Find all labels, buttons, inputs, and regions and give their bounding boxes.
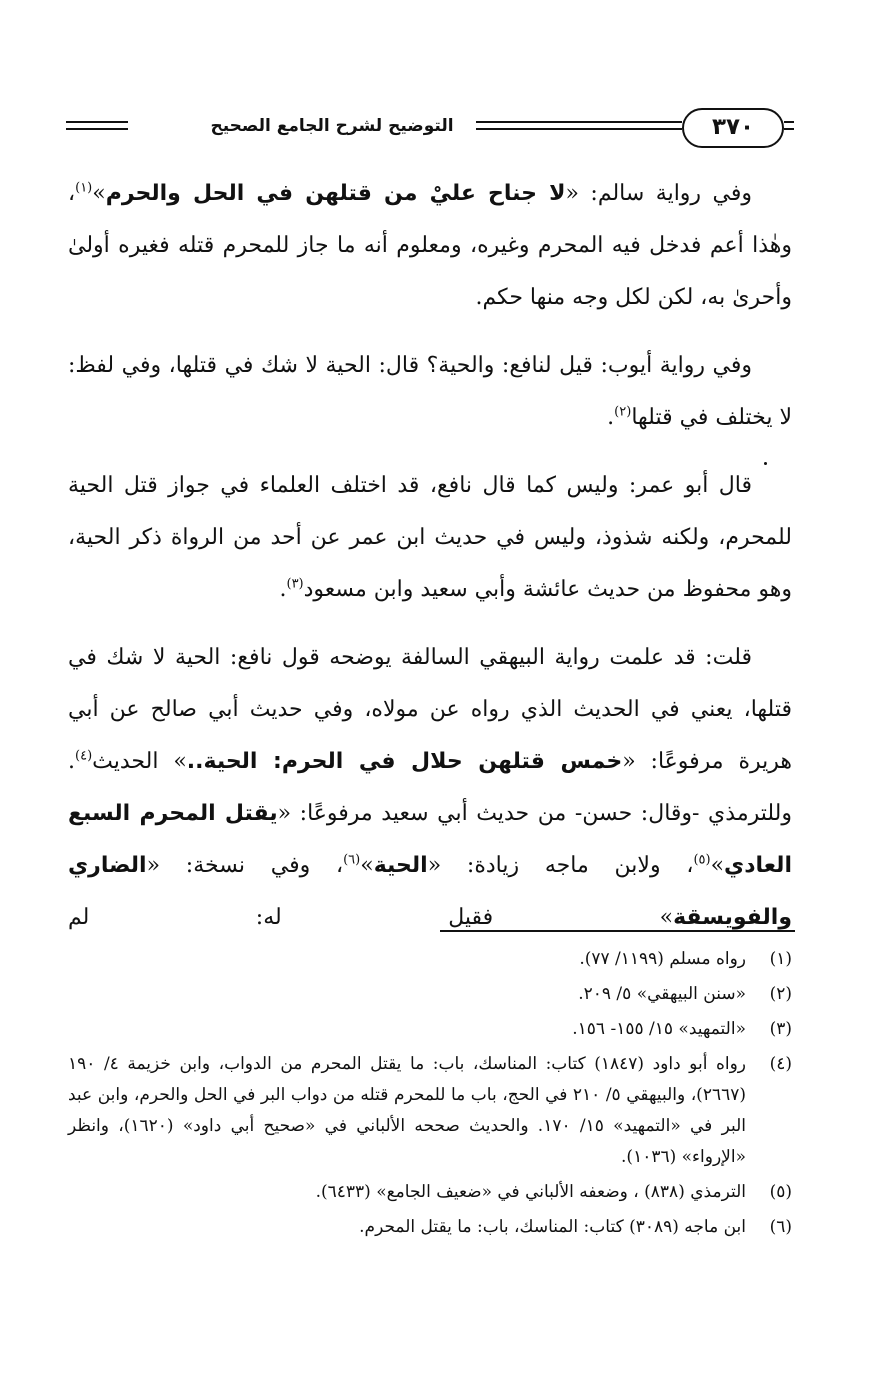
paragraph-4	[68, 632, 792, 944]
hadith-quote: الحية	[373, 853, 428, 878]
text-run: »	[710, 853, 725, 878]
header-rule-right-2	[784, 128, 794, 130]
text-run: .	[279, 577, 287, 602]
header-rule-middle-2	[476, 128, 682, 130]
paragraph-2	[68, 340, 792, 444]
footnote-text: الترمذي (٨٣٨) ، وضعفه الألباني في «ضعيف الجامع» (٦٤٣٣).	[315, 1182, 746, 1202]
footnote-6	[68, 1212, 792, 1243]
hadith-quote: لا جناح عليْ من قتلهن في الحل والحرم	[105, 181, 566, 206]
footnote-ref[interactable]: (٥)	[693, 852, 711, 868]
text-run: » فقيل له: لم	[68, 905, 674, 930]
footnote-ref[interactable]: (٣)	[286, 576, 304, 592]
paragraph-3	[68, 460, 792, 616]
footnote-number: (١)	[769, 949, 792, 969]
header-rule-middle	[476, 121, 682, 123]
text-run: .	[607, 405, 615, 430]
footnote-ref[interactable]: (٤)	[75, 748, 93, 764]
text-run: »	[360, 853, 374, 878]
footnote-3	[68, 1014, 792, 1045]
footnote-text: ابن ماجه (٣٠٨٩) كتاب: المناسك، باب: ما يقتل المحرم.	[359, 1217, 746, 1237]
footnote-text: رواه مسلم (١١٩٩/ ٧٧).	[579, 949, 746, 969]
text-run: . وللترمذي -وقال: حسن- من حديث أبي سعيد مرفوعًا: «	[68, 749, 792, 826]
text-run: وفي رواية سالم: «	[565, 181, 753, 206]
page-number: ٣٧٠	[682, 108, 784, 148]
text-run: » الحديث	[92, 749, 187, 774]
text-run: »	[92, 181, 106, 206]
header-rule-left	[66, 121, 128, 123]
footnote-text: «التمهيد» ١٥/ ١٥٥- ١٥٦.	[572, 1019, 746, 1039]
footnote-number: (٤)	[769, 1054, 792, 1074]
text-run: قلت: قد علمت رواية البيهقي السالفة يوضحه قول نافع: الحية لا شك في قتلها، يعني في الحديث الذي رواه عن مولاه، وفي حديث أبي صالح عن أبي هريرة مرفوعًا: «	[68, 645, 792, 774]
ink-dot	[764, 462, 767, 465]
running-title: التوضيح لشرح الجامع الصحيح	[210, 116, 454, 136]
footnote-text: «سنن البيهقي» ٥/ ٢٠٩.	[578, 984, 746, 1004]
footnote-separator	[440, 930, 795, 932]
footnote-2	[68, 979, 792, 1010]
footnote-ref[interactable]: (٦)	[343, 852, 361, 868]
main-text	[68, 168, 792, 960]
footnote-number: (٥)	[769, 1182, 792, 1202]
hadith-quote: خمس قتلهن حلال في الحرم: الحية..	[186, 749, 623, 774]
footnote-number: (٢)	[769, 984, 792, 1004]
page-header	[66, 104, 794, 156]
footnote-5	[68, 1177, 792, 1208]
footnote-number: (٦)	[769, 1217, 792, 1237]
footnote-4	[68, 1049, 792, 1173]
footnote-number: (٣)	[769, 1019, 792, 1039]
text-run: ، ولابن ماجه زيادة: «	[427, 853, 694, 878]
text-run: وفي رواية أيوب: قيل لنافع: والحية؟ قال: الحية لا شك في قتلها، وفي لفظ: لا يختلف في قتلها	[68, 353, 792, 430]
footnote-ref[interactable]: (٢)	[614, 404, 632, 420]
hadith-quote: الضاري والفويسقة	[68, 853, 792, 930]
hadith-quote: يقتل المحرم السبع العادي	[68, 801, 792, 878]
footnote-1	[68, 944, 792, 975]
paragraph-1	[68, 168, 792, 324]
text-run: ، وفي نسخة: «	[146, 853, 344, 878]
header-rule-right	[784, 121, 794, 123]
footnote-ref[interactable]: (١)	[75, 180, 93, 196]
footnotes	[68, 944, 792, 1247]
text-run: ، وهٰذا أعم فدخل فيه المحرم وغيره، ومعلوم أنه ما جاز للمحرم قتله فغيره أولىٰ وأحرىٰ به، لكن لكل وجه منها حكم.	[68, 181, 792, 310]
header-rule-left-2	[66, 128, 128, 130]
text-run: قال أبو عمر: وليس كما قال نافع، قد اختلف العلماء في جواز قتل الحية للمحرم، ولكنه شذوذ، وليس في حديث ابن عمر عن أحد من الرواة ذكر الحية، وهو محفوظ من حديث عائشة وأبي سعيد وابن مسعود	[68, 473, 792, 602]
footnote-text: رواه أبو داود (١٨٤٧) كتاب: المناسك، باب: ما يقتل المحرم من الدواب، وابن خزيمة ٤/ ١٩٠ (٢٦٦٧)، والبيهقي ٥/ ٢١٠ في الحج، باب ما للمحرم قتله من دواب البر في الحل والحرم، وابن عبد البر في «التمهيد» ١٥/ ١٧٠. والحديث صححه الألباني في «صحيح أبي داود» (١٦٢٠)، وانظر «الإرواء» (١٠٣٦).	[68, 1054, 746, 1167]
